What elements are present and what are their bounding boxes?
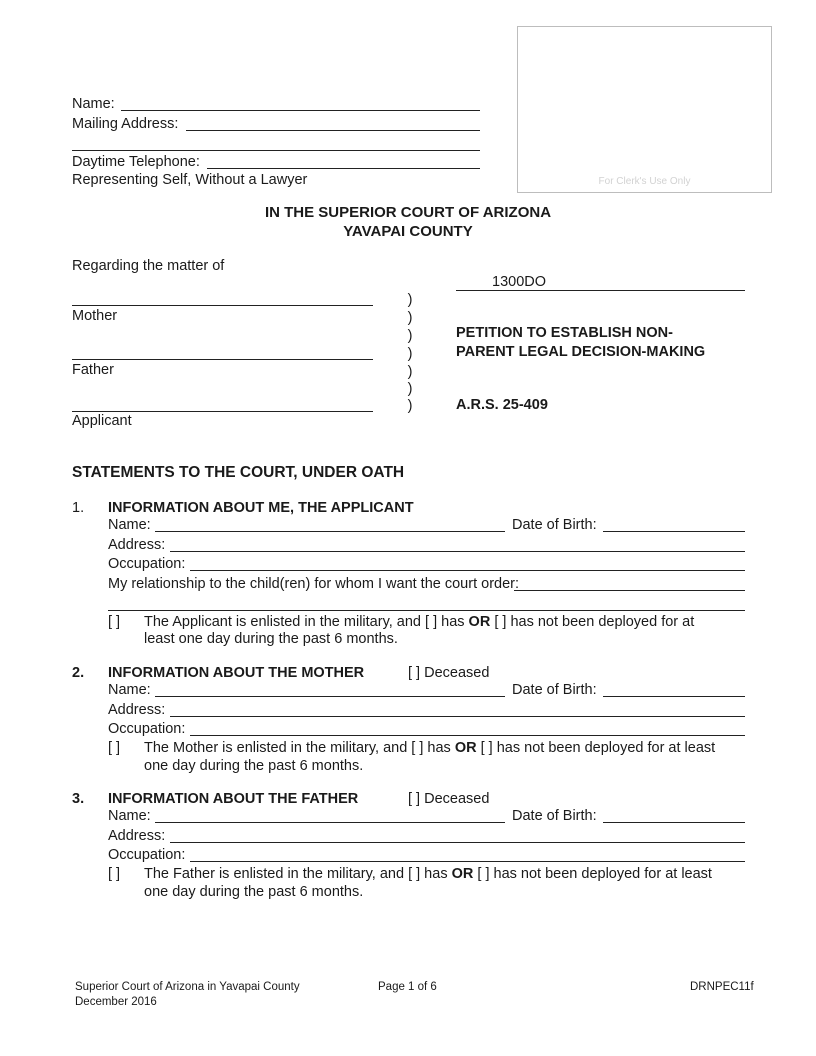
statements-heading: STATEMENTS TO THE COURT, UNDER OATH (72, 464, 405, 481)
relationship-input-2[interactable] (108, 610, 745, 611)
father-address-input[interactable] (170, 842, 745, 843)
applicant-occupation-input[interactable] (190, 570, 745, 571)
case-number-field[interactable] (456, 290, 745, 291)
relationship-input[interactable] (514, 590, 745, 591)
mother-military-text-2: one day during the past 6 months. (144, 758, 364, 774)
daytime-telephone-label: Daytime Telephone: (72, 154, 200, 170)
clerk-use-label: For Clerk's Use Only (598, 176, 691, 187)
court-title: IN THE SUPERIOR COURT OF ARIZONA (264, 204, 552, 221)
footer-court: Superior Court of Arizona in Yavapai County (75, 981, 300, 993)
applicant-name-input[interactable] (155, 531, 505, 532)
mother-occupation-input[interactable] (190, 735, 745, 736)
mailing-address-field[interactable] (186, 130, 480, 131)
relationship-label: My relationship to the child(ren) for whom I want the court order: (108, 576, 520, 592)
section2-number: 2. (72, 665, 85, 681)
petition-title-line1: PETITION TO ESTABLISH NON- (456, 325, 673, 341)
mother-military-checkbox[interactable]: [ ] (108, 740, 121, 756)
mother-dob-label: Date of Birth: (512, 682, 597, 698)
mother-deceased-checkbox[interactable]: [ ] Deceased (408, 665, 490, 681)
caption-paren: ) (407, 398, 413, 414)
case-number: 1300DO (492, 274, 547, 290)
statute-reference: A.R.S. 25-409 (456, 397, 548, 413)
petition-title-line2: PARENT LEGAL DECISION-MAKING (456, 344, 706, 360)
applicant-military-checkbox[interactable]: [ ] (108, 614, 121, 630)
clerk-use-box (517, 26, 772, 193)
father-occupation-label: Occupation: (108, 847, 186, 863)
daytime-telephone-field[interactable] (207, 168, 480, 169)
father-dob-label: Date of Birth: (512, 808, 597, 824)
applicant-dob-label: Date of Birth: (512, 517, 597, 533)
applicant-address-label: Address: (108, 537, 166, 553)
name-label: Name: (72, 96, 115, 112)
father-occupation-input[interactable] (190, 861, 745, 862)
caption-paren: ) (407, 381, 413, 397)
father-military-checkbox[interactable]: [ ] (108, 866, 121, 882)
applicant-occupation-label: Occupation: (108, 556, 186, 572)
section3-title: INFORMATION ABOUT THE FATHER (108, 791, 359, 807)
mother-occupation-label: Occupation: (108, 721, 186, 737)
applicant-military-text-2: least one day during the past 6 months. (144, 631, 398, 647)
mother-name-label: Name: (108, 682, 151, 698)
caption-paren: ) (407, 346, 413, 362)
mother-name-input[interactable] (155, 696, 505, 697)
applicant-dob-input[interactable] (603, 531, 745, 532)
applicant-address-input[interactable] (170, 551, 745, 552)
section3-number: 3. (72, 791, 85, 807)
footer-page-number: Page 1 of 6 (378, 981, 437, 993)
caption-paren: ) (407, 364, 413, 380)
section2-title: INFORMATION ABOUT THE MOTHER (108, 665, 365, 681)
father-military-text-2: one day during the past 6 months. (144, 884, 364, 900)
representing-self-text: Representing Self, Without a Lawyer (72, 172, 308, 188)
mother-address-label: Address: (108, 702, 166, 718)
father-deceased-checkbox[interactable]: [ ] Deceased (408, 791, 490, 807)
father-military-text: The Father is enlisted in the military, and [ ] has OR [ ] has not been deployed for at least (144, 866, 712, 882)
caption-paren: ) (407, 292, 413, 308)
mother-address-input[interactable] (170, 716, 745, 717)
father-label: Father (72, 362, 114, 378)
mother-dob-input[interactable] (603, 696, 745, 697)
section1-title: INFORMATION ABOUT ME, THE APPLICANT (108, 500, 414, 516)
father-name-label: Name: (108, 808, 151, 824)
applicant-name-label: Name: (108, 517, 151, 533)
regarding-label: Regarding the matter of (72, 258, 225, 274)
mailing-address-field-2[interactable] (72, 150, 480, 151)
section1-number: 1. (72, 500, 85, 516)
caption-paren: ) (407, 310, 413, 326)
county-title: YAVAPAI COUNTY (343, 223, 473, 240)
applicant-label: Applicant (72, 413, 132, 429)
mother-label: Mother (72, 308, 118, 324)
footer-date: December 2016 (75, 996, 157, 1008)
father-name-field[interactable] (72, 359, 373, 360)
mother-name-field[interactable] (72, 305, 373, 306)
mother-military-text: The Mother is enlisted in the military, and [ ] has OR [ ] has not been deployed for at least (144, 740, 716, 756)
name-field[interactable] (121, 110, 480, 111)
caption-paren: ) (407, 328, 413, 344)
father-name-input[interactable] (155, 822, 505, 823)
father-address-label: Address: (108, 828, 166, 844)
father-dob-input[interactable] (603, 822, 745, 823)
mailing-address-label: Mailing Address: (72, 116, 179, 132)
applicant-name-field[interactable] (72, 411, 373, 412)
applicant-military-text: The Applicant is enlisted in the military, and [ ] has OR [ ] has not been deployed for at (144, 614, 695, 630)
footer-form-code: DRNPEC11f (690, 981, 754, 993)
